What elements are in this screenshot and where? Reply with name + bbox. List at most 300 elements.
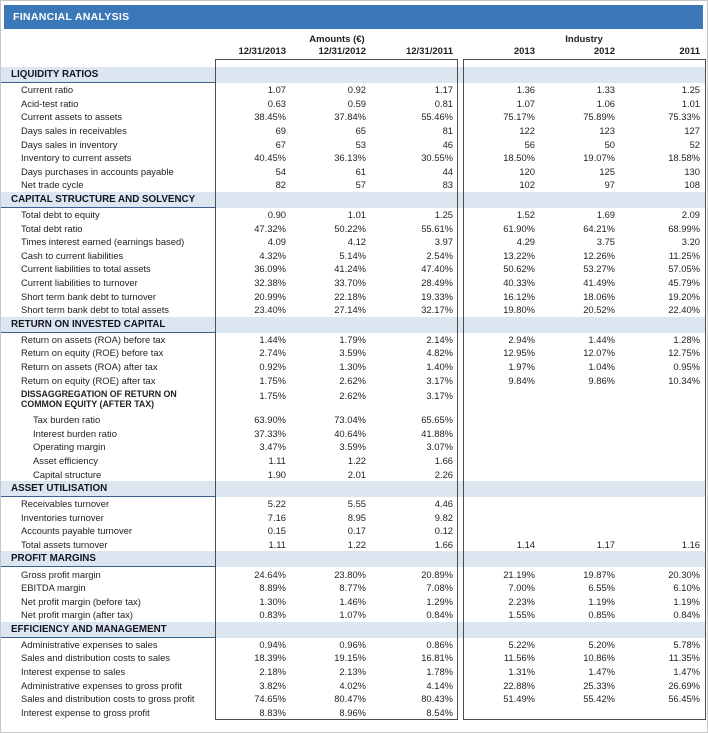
amount-value: 0.12	[434, 525, 453, 537]
amount-value: 0.59	[347, 97, 366, 109]
industry-value: 57.05%	[668, 263, 700, 275]
row-label: Administrative expenses to gross profit	[21, 679, 183, 691]
amount-value: 1.07	[267, 84, 286, 96]
table-row	[1, 581, 705, 595]
table-row	[1, 706, 705, 720]
amount-value: 44	[442, 165, 453, 177]
industry-value: 6.10%	[673, 582, 700, 594]
amount-value: 1.75%	[259, 389, 286, 401]
amount-value: 32.38%	[254, 277, 286, 289]
amount-value: 4.02%	[339, 679, 366, 691]
amount-value: 8.95	[347, 511, 366, 523]
amount-value: 82	[275, 179, 286, 191]
amount-value: 2.18%	[259, 666, 286, 678]
amount-value: 2.26	[434, 468, 453, 480]
table-row	[1, 651, 705, 665]
amount-value: 47.40%	[421, 263, 453, 275]
industry-value: 20.52%	[583, 304, 615, 316]
amount-value: 7.16	[267, 511, 286, 523]
amount-value: 0.17	[347, 525, 366, 537]
table-row	[1, 594, 705, 608]
amount-value: 30.55%	[421, 152, 453, 164]
amount-value: 8.89%	[259, 582, 286, 594]
table-row	[1, 678, 705, 692]
industry-value: 97	[604, 179, 615, 191]
row-label: Gross profit margin	[21, 568, 101, 580]
industry-value: 19.07%	[583, 152, 615, 164]
industry-value: 4.29	[516, 236, 535, 248]
industry-value: 1.36	[516, 84, 535, 96]
industry-value: 5.20%	[588, 638, 615, 650]
amount-value: 16.81%	[421, 652, 453, 664]
table-row	[1, 524, 705, 538]
industry-value: 1.01	[681, 97, 700, 109]
amount-value: 18.39%	[254, 652, 286, 664]
amount-value: 19.15%	[334, 652, 366, 664]
row-label: Interest expense to gross profit	[21, 706, 150, 718]
amount-value: 1.30%	[339, 360, 366, 372]
industry-value: 1.14	[516, 538, 535, 550]
amount-value: 33.70%	[334, 277, 366, 289]
row-label: Total debt ratio	[21, 222, 83, 234]
row-label: Return on equity (ROE) after tax	[21, 374, 156, 386]
table-row	[1, 208, 705, 222]
industry-value: 19.80%	[503, 304, 535, 316]
industry-value: 12.07%	[583, 347, 615, 359]
industry-value: 108	[684, 179, 700, 191]
table-row	[1, 567, 705, 581]
amount-value: 36.13%	[334, 152, 366, 164]
industry-value: 18.50%	[503, 152, 535, 164]
table-row	[1, 289, 705, 303]
amount-value: 1.22	[347, 538, 366, 550]
industry-value: 75.89%	[583, 111, 615, 123]
industry-value: 1.16	[681, 538, 700, 550]
industry-value: 3.20	[681, 236, 700, 248]
table-row	[1, 110, 705, 124]
row-label: Total debt to equity	[21, 209, 100, 221]
industry-value: 122	[519, 125, 535, 137]
industry-value: 1.19%	[588, 595, 615, 607]
row-label: Acid-test ratio	[21, 97, 79, 109]
row-label: DISSAGGREGATION OF RETURN ON COMMON EQUITY (AFTER TAX)	[21, 388, 177, 410]
section-title: ASSET UTILISATION	[1, 481, 216, 497]
amount-value: 0.90	[267, 209, 286, 221]
industry-value: 1.69	[596, 209, 615, 221]
amount-value: 46	[442, 138, 453, 150]
amount-value: 55.61%	[421, 222, 453, 234]
section-header	[1, 192, 705, 208]
industry-value: 0.84%	[673, 609, 700, 621]
amount-value: 3.17%	[426, 389, 453, 401]
row-label: Interest burden ratio	[33, 427, 117, 439]
table-row	[1, 665, 705, 679]
industry-value: 12.75%	[668, 347, 700, 359]
industry-value: 1.44%	[588, 333, 615, 345]
section-title: CAPITAL STRUCTURE AND SOLVENCY	[1, 192, 216, 208]
industry-value: 41.49%	[583, 277, 615, 289]
row-label: Inventories turnover	[21, 511, 104, 523]
industry-value: 1.55%	[508, 609, 535, 621]
table-row	[1, 413, 705, 427]
industry-value: 127	[684, 125, 700, 137]
industry-value: 50	[604, 138, 615, 150]
amount-value: 0.96%	[339, 638, 366, 650]
amount-value: 7.08%	[426, 582, 453, 594]
amount-value: 4.32%	[259, 249, 286, 261]
industry-value: 18.58%	[668, 152, 700, 164]
table-row	[1, 97, 705, 111]
amount-value: 27.14%	[334, 304, 366, 316]
amount-value: 1.66	[434, 538, 453, 550]
amount-value: 0.63	[267, 97, 286, 109]
industry-value: 11.56%	[503, 652, 535, 664]
industry-value: 45.79%	[668, 277, 700, 289]
section-header	[1, 67, 705, 83]
table-body	[1, 59, 705, 719]
amount-value: 37.33%	[254, 427, 286, 439]
amount-value: 1.17	[434, 84, 453, 96]
row-label: Operating margin	[33, 441, 106, 453]
industry-value: 55.42%	[583, 693, 615, 705]
row-label: Current ratio	[21, 84, 74, 96]
industry-value: 19.87%	[583, 568, 615, 580]
table-row	[1, 262, 705, 276]
amounts-col-header-2011: 12/31/2011	[405, 46, 453, 57]
industry-value: 1.31%	[508, 666, 535, 678]
amount-value: 1.40%	[426, 360, 453, 372]
table-row	[1, 151, 705, 165]
industry-value: 0.85%	[588, 609, 615, 621]
table-row	[1, 303, 705, 317]
amount-value: 8.83%	[259, 706, 286, 718]
amount-value: 0.92	[347, 84, 366, 96]
industry-value: 68.99%	[668, 222, 700, 234]
industry-value: 50.62%	[503, 263, 535, 275]
industry-value: 2.09	[681, 209, 700, 221]
amount-value: 80.47%	[334, 693, 366, 705]
row-label: Receivables turnover	[21, 498, 110, 510]
table-row	[1, 178, 705, 192]
row-label: Inventory to current assets	[21, 152, 132, 164]
table-row	[1, 165, 705, 179]
table-row	[1, 387, 705, 413]
industry-value: 10.34%	[668, 374, 700, 386]
amount-value: 2.01	[347, 468, 366, 480]
amount-value: 61	[355, 165, 366, 177]
amount-value: 8.96%	[339, 706, 366, 718]
section-title: LIQUIDITY RATIOS	[1, 67, 216, 83]
section-header	[1, 481, 705, 497]
industry-value: 13.22%	[503, 249, 535, 261]
amount-value: 28.49%	[421, 277, 453, 289]
industry-value: 120	[519, 165, 535, 177]
title-bar	[4, 5, 703, 29]
amount-value: 1.07%	[339, 609, 366, 621]
table-row	[1, 83, 705, 97]
industry-col-header-2012: 2012	[593, 46, 615, 57]
industry-value: 102	[519, 179, 535, 191]
amount-value: 83	[442, 179, 453, 191]
industry-col-header-2013: 2013	[513, 46, 535, 57]
amount-value: 5.22	[267, 498, 286, 510]
amount-value: 23.40%	[254, 304, 286, 316]
industry-value: 1.06	[596, 97, 615, 109]
amount-value: 4.82%	[426, 347, 453, 359]
row-label: Asset efficiency	[33, 454, 98, 466]
row-label: Interest expense to sales	[21, 666, 126, 678]
industry-value: 130	[684, 165, 700, 177]
table-row	[1, 373, 705, 387]
section-title: EFFICIENCY AND MANAGEMENT	[1, 622, 216, 638]
industry-value: 0.95%	[673, 360, 700, 372]
row-label: Tax burden ratio	[33, 414, 101, 426]
industry-value: 61.90%	[503, 222, 535, 234]
amount-value: 20.99%	[254, 290, 286, 302]
amount-value: 1.11	[268, 538, 286, 550]
section-header	[1, 551, 705, 567]
amount-value: 38.45%	[254, 111, 286, 123]
industry-value: 25.33%	[583, 679, 615, 691]
section-title: RETURN ON INVESTED CAPITAL	[1, 317, 216, 333]
industry-value: 1.17	[596, 538, 615, 550]
industry-value: 9.84%	[508, 374, 535, 386]
industry-group-header: Industry	[565, 34, 603, 45]
amount-value: 53	[355, 138, 366, 150]
table-row	[1, 497, 705, 511]
row-label: Short term bank debt to total assets	[21, 304, 169, 316]
row-label: Sales and distribution costs to sales	[21, 652, 171, 664]
amount-value: 1.11	[268, 454, 286, 466]
table-row	[1, 608, 705, 622]
industry-value: 75.17%	[503, 111, 535, 123]
row-label: Accounts payable turnover	[21, 525, 133, 537]
row-label: Days sales in receivables	[21, 125, 127, 137]
label-column-header	[1, 46, 216, 59]
amount-value: 23.80%	[334, 568, 366, 580]
amount-value: 4.09	[267, 236, 286, 248]
amount-value: 74.65%	[254, 693, 286, 705]
industry-value: 21.19%	[503, 568, 535, 580]
industry-value: 123	[599, 125, 615, 137]
industry-value: 20.30%	[668, 568, 700, 580]
amount-value: 24.64%	[254, 568, 286, 580]
amount-value: 73.04%	[334, 414, 366, 426]
table-row	[1, 538, 705, 552]
amount-value: 41.24%	[334, 263, 366, 275]
industry-value: 53.27%	[583, 263, 615, 275]
row-label: Net profit margin (after tax)	[21, 609, 134, 621]
industry-value: 16.12%	[503, 290, 535, 302]
row-label: Times interest earned (earnings based)	[21, 236, 185, 248]
industry-value: 5.22%	[508, 638, 535, 650]
section-header	[1, 622, 705, 638]
page-title: FINANCIAL ANALYSIS	[13, 11, 130, 23]
industry-value: 19.20%	[668, 290, 700, 302]
amount-value: 1.66	[434, 454, 453, 466]
amount-value: 50.22%	[334, 222, 366, 234]
amount-value: 1.44%	[259, 333, 286, 345]
amount-value: 20.89%	[421, 568, 453, 580]
table-row	[1, 276, 705, 290]
amount-value: 1.46%	[339, 595, 366, 607]
table-row	[1, 692, 705, 706]
amount-value: 47.32%	[254, 222, 286, 234]
industry-value: 11.25%	[668, 249, 700, 261]
amount-value: 0.83%	[259, 609, 286, 621]
amount-value: 67	[275, 138, 286, 150]
amount-value: 63.90%	[254, 414, 286, 426]
amount-value: 5.55	[347, 498, 366, 510]
amount-value: 0.84%	[426, 609, 453, 621]
industry-value: 56.45%	[668, 693, 700, 705]
amount-value: 4.14%	[426, 679, 453, 691]
amount-value: 1.90	[267, 468, 286, 480]
amount-value: 1.01	[347, 209, 366, 221]
industry-value: 1.33	[596, 84, 615, 96]
amount-value: 1.79%	[339, 333, 366, 345]
amount-value: 0.94%	[259, 638, 286, 650]
industry-value: 7.00%	[508, 582, 535, 594]
row-label: Administrative expenses to sales	[21, 638, 158, 650]
amount-value: 54	[275, 165, 286, 177]
industry-col-header-2011: 2011	[679, 46, 700, 57]
row-label: Cash to current liabilities	[21, 249, 124, 261]
row-label: Days sales in inventory	[21, 138, 118, 150]
row-label: Return on assets (ROA) after tax	[21, 360, 158, 372]
amounts-col-header-2012: 12/31/2012	[318, 46, 366, 57]
amount-value: 3.97	[434, 236, 453, 248]
industry-value: 1.07	[516, 97, 535, 109]
table-row	[1, 467, 705, 481]
table-row	[1, 346, 705, 360]
amount-value: 65.65%	[421, 414, 453, 426]
row-label: Return on assets (ROA) before tax	[21, 333, 166, 345]
table-row	[1, 360, 705, 374]
industry-value: 12.95%	[503, 347, 535, 359]
row-label: Sales and distribution costs to gross profit	[21, 693, 195, 705]
amount-value: 1.75%	[259, 374, 286, 386]
amount-value: 19.33%	[421, 290, 453, 302]
industry-value: 125	[599, 165, 615, 177]
amount-value: 65	[355, 125, 366, 137]
spacer-row	[1, 59, 705, 67]
amount-value: 2.14%	[426, 333, 453, 345]
table-row	[1, 249, 705, 263]
amount-value: 1.30%	[259, 595, 286, 607]
industry-value: 2.23%	[508, 595, 535, 607]
industry-value: 75.33%	[668, 111, 700, 123]
industry-value: 52	[689, 138, 700, 150]
amount-value: 0.81	[434, 97, 453, 109]
industry-value: 6.55%	[588, 582, 615, 594]
amount-value: 1.22	[347, 454, 366, 466]
amount-value: 8.54%	[426, 706, 453, 718]
row-label: Current assets to assets	[21, 111, 123, 123]
amount-value: 1.29%	[426, 595, 453, 607]
industry-value: 11.35%	[668, 652, 700, 664]
industry-value: 26.69%	[668, 679, 700, 691]
industry-value: 9.86%	[588, 374, 615, 386]
industry-value: 1.19%	[673, 595, 700, 607]
amount-value: 8.77%	[339, 582, 366, 594]
amount-value: 36.09%	[254, 263, 286, 275]
table-row	[1, 221, 705, 235]
industry-value	[620, 387, 705, 390]
amount-value: 2.62%	[339, 374, 366, 386]
row-label: Net profit margin (before tax)	[21, 595, 141, 607]
table-row	[1, 454, 705, 468]
row-label: Return on equity (ROE) before tax	[21, 347, 164, 359]
table-row	[1, 235, 705, 249]
amount-value: 57	[355, 179, 366, 191]
industry-value: 64.21%	[583, 222, 615, 234]
amount-value: 3.17%	[426, 374, 453, 386]
amount-value: 1.78%	[426, 666, 453, 678]
industry-value: 22.40%	[668, 304, 700, 316]
industry-value	[463, 387, 540, 390]
industry-value: 1.25	[681, 84, 700, 96]
table-row	[1, 333, 705, 347]
amount-value: 3.47%	[259, 441, 286, 453]
industry-value: 1.97%	[508, 360, 535, 372]
industry-value: 51.49%	[503, 693, 535, 705]
amount-value: 2.74%	[259, 347, 286, 359]
industry-value	[540, 387, 620, 390]
amount-value: 81	[442, 125, 453, 137]
amount-value: 3.59%	[339, 441, 366, 453]
amount-value: 40.64%	[334, 427, 366, 439]
industry-value: 10.86%	[583, 652, 615, 664]
industry-value: 1.28%	[673, 333, 700, 345]
amount-value: 3.59%	[339, 347, 366, 359]
amount-value: 9.82	[434, 511, 453, 523]
amount-value: 4.46	[434, 498, 453, 510]
row-label: EBITDA margin	[21, 582, 86, 594]
industry-value: 18.06%	[583, 290, 615, 302]
row-label: Short term bank debt to turnover	[21, 290, 156, 302]
table-row	[1, 124, 705, 138]
table-row	[1, 440, 705, 454]
amount-value: 41.88%	[421, 427, 453, 439]
industry-value: 2.94%	[508, 333, 535, 345]
industry-value: 3.75	[596, 236, 615, 248]
table-row	[1, 426, 705, 440]
amount-value: 0.15	[267, 525, 286, 537]
industry-value: 1.04%	[588, 360, 615, 372]
amount-value: 32.17%	[421, 304, 453, 316]
industry-value: 5.78%	[673, 638, 700, 650]
amount-value: 1.25	[434, 209, 453, 221]
amount-value: 2.62%	[339, 389, 366, 401]
section-header	[1, 317, 705, 333]
amount-value: 2.54%	[426, 249, 453, 261]
amounts-col-header-2013: 12/31/2013	[238, 46, 286, 57]
amount-value: 5.14%	[339, 249, 366, 261]
row-label: Current liabilities to turnover	[21, 277, 138, 289]
industry-value: 1.47%	[588, 666, 615, 678]
amount-value: 37.84%	[334, 111, 366, 123]
amount-value: 3.07%	[426, 441, 453, 453]
column-headers-row	[1, 46, 705, 59]
industry-value: 56	[524, 138, 535, 150]
amount-value: 0.92%	[259, 360, 286, 372]
industry-value: 1.52	[516, 209, 535, 221]
table-row	[1, 137, 705, 151]
amount-value: 40.45%	[254, 152, 286, 164]
amount-value: 55.46%	[421, 111, 453, 123]
amount-value: 80.43%	[421, 693, 453, 705]
